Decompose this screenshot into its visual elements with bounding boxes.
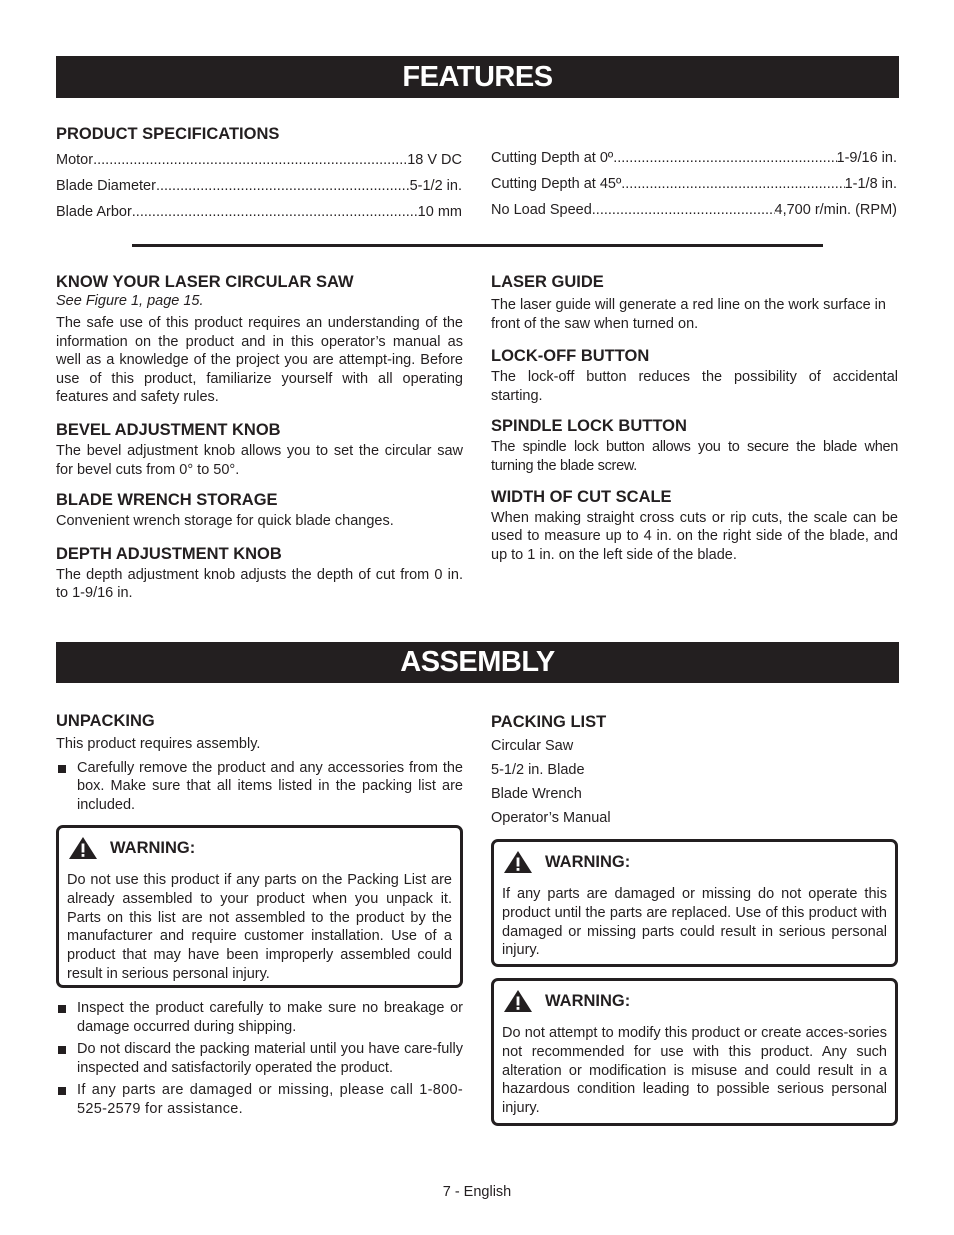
warning-label: WARNING:: [545, 991, 631, 1010]
wrench-body: Convenient wrench storage for quick blade changes.: [56, 513, 394, 530]
section-divider: [132, 244, 823, 247]
unpacking-heading: UNPACKING: [56, 712, 155, 730]
warning-header: [502, 850, 887, 874]
spec-row: [56, 178, 462, 204]
depth-body: The depth adjustment knob adjusts the depth of cut from 0 in. to 1-9/16 in.: [56, 566, 463, 602]
list-item: [56, 999, 463, 1036]
features-left-column: [56, 272, 463, 603]
know-heading: KNOW YOUR LASER CIRCULAR SAW: [56, 273, 354, 291]
bullet-text: Inspect the product carefully to make sure no breakage or damage occurred during shipping.: [77, 1000, 463, 1035]
bullet-text: Carefully remove the product and any accessories from the box. Make sure that all items listed in the packing list are included.: [77, 759, 463, 813]
warning-triangle-icon: [68, 836, 98, 860]
specs-right-list: [491, 150, 897, 228]
spec-row: [56, 204, 462, 230]
product-specifications: [56, 124, 462, 230]
bevel-heading: BEVEL ADJUSTMENT KNOB: [56, 420, 281, 439]
leader-dots: [613, 150, 836, 166]
spec-label: Blade Diameter: [56, 178, 156, 194]
warning-header: [67, 836, 452, 860]
warning-body: Do not attempt to modify this product or create acces-sories not recommended for use with this product. Any such alteration or modification is misuse and could result in a hazardous condition leading to possible serious personal injury.: [502, 1025, 887, 1117]
bullet-square: [58, 1046, 66, 1054]
warning-triangle-icon: [503, 989, 533, 1013]
bevel-body: The bevel adjustment knob allows you to set the circular saw for bevel cuts from 0° to 50°.: [56, 442, 463, 478]
packing-heading: PACKING LIST: [491, 713, 607, 731]
spec-label: Cutting Depth at 0º: [491, 150, 614, 166]
spec-value: 4,700 r/min. (RPM): [774, 202, 897, 218]
depth-heading: DEPTH ADJUSTMENT KNOB: [56, 544, 282, 563]
bullet-square: [58, 1005, 66, 1013]
spec-label: No Load Speed: [491, 202, 592, 218]
spec-value: 10 mm: [417, 204, 462, 220]
leader-dots: [93, 152, 407, 168]
spec-label: Blade Arbor: [56, 204, 132, 220]
lockoff-heading: LOCK-OFF BUTTON: [491, 347, 650, 366]
features-right-column: [491, 272, 898, 564]
specs-heading: PRODUCT SPECIFICATIONS: [56, 125, 280, 143]
warning-label: WARNING:: [110, 838, 196, 857]
know-body: The safe use of this product requires an understanding of the information on the product and in this operator’s manual as well as a knowledge of the project you are attempt-ing. Before use of this product, familiarize yourself with all operating features and safety rules.: [56, 315, 463, 406]
spec-row: [491, 176, 897, 202]
warning-box-assembled: [56, 825, 463, 988]
packing-items: [491, 734, 898, 830]
lockoff-body: The lock-off button reduces the possibility of accidental starting.: [491, 369, 898, 404]
spec-row: [56, 152, 462, 178]
list-item: [56, 1040, 463, 1077]
spec-value: 1-9/16 in.: [836, 150, 897, 166]
packing-item: Circular Saw: [491, 738, 574, 754]
warning-box-damaged: [491, 839, 898, 967]
spec-row: [491, 150, 897, 176]
unpacking-bullets: [56, 999, 463, 1119]
spec-value: 18 V DC: [407, 152, 462, 168]
bullet-square: [58, 1087, 66, 1095]
leader-dots: [592, 202, 775, 218]
bullet-square: [58, 765, 66, 773]
unpacking-section: [56, 711, 463, 814]
list-item: [56, 759, 463, 815]
spec-label: Motor: [56, 152, 94, 168]
wrench-heading: BLADE WRENCH STORAGE: [56, 491, 278, 510]
leader-dots: [156, 178, 410, 194]
packing-item: Operator’s Manual: [491, 810, 611, 826]
bullet-text: Do not discard the packing material until you have care-fully inspected and satisfactorily operated the product.: [77, 1041, 463, 1076]
spindle-heading: SPINDLE LOCK BUTTON: [491, 417, 687, 436]
spec-row: [491, 202, 897, 228]
specs-left-list: [56, 152, 462, 230]
figure-reference: See Figure 1, page 15.: [56, 293, 204, 309]
list-item: [56, 1081, 463, 1118]
features-banner: FEATURES: [56, 56, 899, 98]
packing-list-section: [491, 712, 898, 830]
unpacking-intro: This product requires assembly.: [56, 736, 261, 752]
warning-header: [502, 989, 887, 1013]
warning-box-modify: [491, 978, 898, 1126]
warning-triangle-icon: [503, 850, 533, 874]
bullet-text: If any parts are damaged or missing, please call 1-800-525-2579 for assistance.: [77, 1082, 463, 1117]
laser-heading: LASER GUIDE: [491, 273, 604, 291]
spec-value: 1-1/8 in.: [844, 176, 897, 192]
width-heading: WIDTH OF CUT SCALE: [491, 487, 672, 506]
spec-label: Cutting Depth at 45º: [491, 176, 622, 192]
laser-body: The laser guide will generate a red line on the work surface in front of the saw when turned on.: [491, 297, 886, 332]
spec-value: 5-1/2 in.: [409, 178, 462, 194]
width-body: When making straight cross cuts or rip cuts, the scale can be used to measure up to 4 in. on the right side of the blade, and up to 1 in. on the left side of the blade.: [491, 509, 898, 563]
warning-label: WARNING:: [545, 852, 631, 871]
leader-dots: [132, 204, 418, 220]
warning-body: If any parts are damaged or missing do not operate this product until the parts are replaced. Use of this product with damaged or missing parts could result in serious personal injury.: [502, 886, 887, 959]
leader-dots: [621, 176, 844, 192]
warning-body: Do not use this product if any parts on the Packing List are already assembled to your product when you unpack it. Parts on this list are not assembled to the product by the manufacturer and require customer installation. Use of a product that may have been improperly assembled could result in serious personal injury.: [67, 872, 452, 982]
spindle-body: The spindle lock button allows you to secure the blade when turning the blade screw.: [491, 439, 898, 474]
packing-item: Blade Wrench: [491, 786, 582, 802]
packing-item: 5-1/2 in. Blade: [491, 762, 585, 778]
page-footer: 7 - English: [442, 1184, 512, 1200]
assembly-banner: ASSEMBLY: [56, 642, 899, 683]
